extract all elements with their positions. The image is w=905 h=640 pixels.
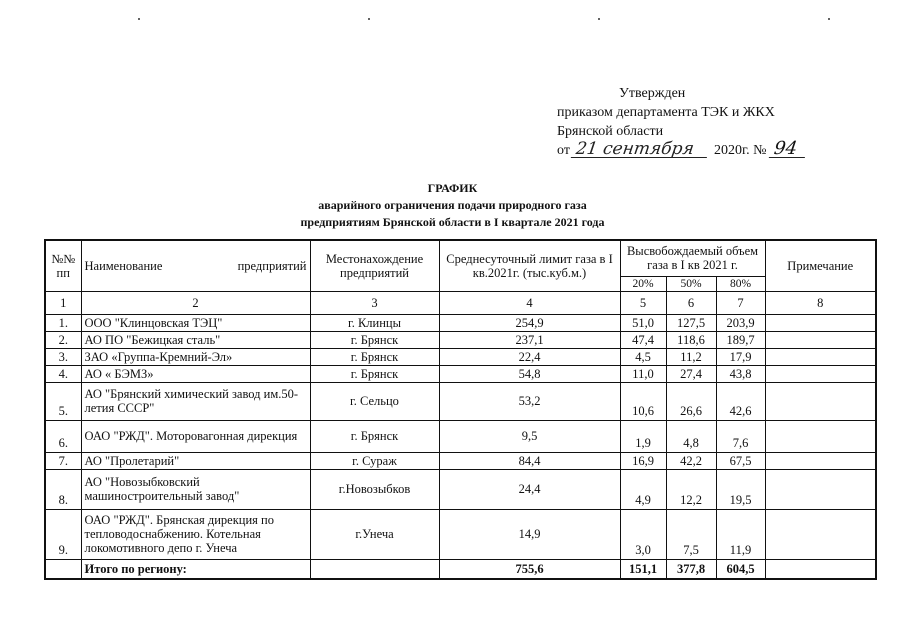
schedule-table bbox=[44, 239, 877, 580]
header-p80: 80% bbox=[716, 276, 765, 291]
row-limit: 9,5 bbox=[439, 420, 620, 452]
header-p20: 20% bbox=[620, 276, 666, 291]
header-name-right: предприятий bbox=[237, 258, 307, 273]
table-row bbox=[45, 365, 876, 382]
row-limit: 22,4 bbox=[439, 348, 620, 365]
approval-heading: Утвержден bbox=[619, 86, 686, 101]
handwritten-date: 21 сентября bbox=[571, 141, 709, 158]
header-p50: 50% bbox=[666, 276, 716, 291]
table-row bbox=[45, 382, 876, 420]
row-v50: 118,6 bbox=[666, 331, 716, 348]
row-note bbox=[765, 348, 876, 365]
row-name: АО "Пролетарий" bbox=[81, 452, 310, 469]
row-name: ОАО "РЖД". Брянская дирекция по тепловодоснабжению. Котельная локомотивного депо г. Унеча bbox=[81, 509, 310, 559]
header-num: №№ пп bbox=[45, 240, 81, 291]
row-v20: 4,5 bbox=[620, 348, 666, 365]
row-location: г.Унеча bbox=[310, 509, 439, 559]
table-row bbox=[45, 314, 876, 331]
total-location bbox=[310, 559, 439, 579]
row-location: г. Брянск bbox=[310, 348, 439, 365]
document-title bbox=[0, 180, 905, 231]
row-location: г. Брянск bbox=[310, 420, 439, 452]
column-number-row bbox=[45, 291, 876, 314]
header-note: Примечание bbox=[765, 240, 876, 291]
row-number: 5. bbox=[45, 382, 81, 420]
scan-dot bbox=[598, 18, 600, 20]
row-v20: 4,9 bbox=[620, 469, 666, 509]
row-v20: 1,9 bbox=[620, 420, 666, 452]
row-name: АО « БЭМЗ» bbox=[81, 365, 310, 382]
row-note bbox=[765, 452, 876, 469]
col-number: 8 bbox=[765, 291, 876, 314]
table-row bbox=[45, 452, 876, 469]
row-number: 3. bbox=[45, 348, 81, 365]
scan-dot bbox=[138, 18, 140, 20]
approval-block bbox=[557, 84, 857, 160]
row-note bbox=[765, 469, 876, 509]
row-note bbox=[765, 420, 876, 452]
row-v20: 11,0 bbox=[620, 365, 666, 382]
total-v50: 377,8 bbox=[666, 559, 716, 579]
header-limit: Среднесуточный лимит газа в I кв.2021г. (тыс.куб.м.) bbox=[439, 240, 620, 291]
col-number: 5 bbox=[620, 291, 666, 314]
row-limit: 24,4 bbox=[439, 469, 620, 509]
row-v20: 51,0 bbox=[620, 314, 666, 331]
row-location: г. Сураж bbox=[310, 452, 439, 469]
row-v80: 11,9 bbox=[716, 509, 765, 559]
approval-date-line bbox=[557, 138, 857, 160]
row-number: 6. bbox=[45, 420, 81, 452]
header-released: Высвобождаемый объем газа в I кв 2021 г. bbox=[620, 240, 765, 276]
row-name: АО "Новозыбковский машиностроительный завод" bbox=[81, 469, 310, 509]
row-v50: 26,6 bbox=[666, 382, 716, 420]
header-name bbox=[81, 240, 310, 291]
row-name: ООО "Клинцовская ТЭЦ" bbox=[81, 314, 310, 331]
total-limit: 755,6 bbox=[439, 559, 620, 579]
col-number: 1 bbox=[45, 291, 81, 314]
row-name: АО "Брянский химический завод им.50-летия СССР" bbox=[81, 382, 310, 420]
col-number: 4 bbox=[439, 291, 620, 314]
header-location: Местонахождение предприятий bbox=[310, 240, 439, 291]
header-row bbox=[45, 240, 876, 276]
row-v50: 4,8 bbox=[666, 420, 716, 452]
row-location: г. Брянск bbox=[310, 331, 439, 348]
total-v80: 604,5 bbox=[716, 559, 765, 579]
row-v80: 19,5 bbox=[716, 469, 765, 509]
approval-order: приказом департамента ТЭК и ЖКХ bbox=[557, 105, 775, 120]
total-num bbox=[45, 559, 81, 579]
row-number: 1. bbox=[45, 314, 81, 331]
row-number: 8. bbox=[45, 469, 81, 509]
row-v20: 3,0 bbox=[620, 509, 666, 559]
header-name-left: Наименование bbox=[84, 258, 163, 273]
col-number: 2 bbox=[81, 291, 310, 314]
table-row bbox=[45, 348, 876, 365]
row-number: 7. bbox=[45, 452, 81, 469]
title-sub2: предприятиям Брянской области в I квартале 2021 года bbox=[300, 215, 605, 229]
row-note bbox=[765, 365, 876, 382]
row-location: г. Клинцы bbox=[310, 314, 439, 331]
row-limit: 53,2 bbox=[439, 382, 620, 420]
row-note bbox=[765, 314, 876, 331]
row-limit: 84,4 bbox=[439, 452, 620, 469]
row-v80: 42,6 bbox=[716, 382, 765, 420]
title-sub1: аварийного ограничения подачи природного газа bbox=[318, 198, 587, 212]
row-v50: 127,5 bbox=[666, 314, 716, 331]
row-v80: 67,5 bbox=[716, 452, 765, 469]
row-v20: 10,6 bbox=[620, 382, 666, 420]
table-row bbox=[45, 509, 876, 559]
col-number: 7 bbox=[716, 291, 765, 314]
row-limit: 237,1 bbox=[439, 331, 620, 348]
row-v50: 12,2 bbox=[666, 469, 716, 509]
row-v50: 42,2 bbox=[666, 452, 716, 469]
row-v80: 43,8 bbox=[716, 365, 765, 382]
row-note bbox=[765, 509, 876, 559]
row-number: 9. bbox=[45, 509, 81, 559]
row-v20: 16,9 bbox=[620, 452, 666, 469]
row-note bbox=[765, 331, 876, 348]
table-row bbox=[45, 331, 876, 348]
row-note bbox=[765, 382, 876, 420]
row-v50: 11,2 bbox=[666, 348, 716, 365]
row-v20: 47,4 bbox=[620, 331, 666, 348]
approval-region: Брянской области bbox=[557, 124, 664, 139]
total-note bbox=[765, 559, 876, 579]
scan-dot bbox=[828, 18, 830, 20]
handwritten-number: 94 bbox=[769, 141, 807, 158]
table-row bbox=[45, 420, 876, 452]
row-v80: 189,7 bbox=[716, 331, 765, 348]
total-row bbox=[45, 559, 876, 579]
from-label: от bbox=[557, 143, 570, 158]
row-v50: 27,4 bbox=[666, 365, 716, 382]
row-limit: 54,8 bbox=[439, 365, 620, 382]
scan-dot bbox=[368, 18, 370, 20]
table-row bbox=[45, 469, 876, 509]
row-v80: 7,6 bbox=[716, 420, 765, 452]
row-location: г. Брянск bbox=[310, 365, 439, 382]
row-location: г.Новозыбков bbox=[310, 469, 439, 509]
row-name: АО ПО "Бежицкая сталь" bbox=[81, 331, 310, 348]
year-label: 2020г. № bbox=[713, 143, 767, 158]
col-number: 3 bbox=[310, 291, 439, 314]
row-number: 2. bbox=[45, 331, 81, 348]
row-location: г. Сельцо bbox=[310, 382, 439, 420]
row-v80: 17,9 bbox=[716, 348, 765, 365]
col-number: 6 bbox=[666, 291, 716, 314]
row-v50: 7,5 bbox=[666, 509, 716, 559]
row-name: ЗАО «Группа-Кремний-Эл» bbox=[81, 348, 310, 365]
row-name: ОАО "РЖД". Моторовагонная дирекция bbox=[81, 420, 310, 452]
total-label: Итого по региону: bbox=[81, 559, 310, 579]
total-v20: 151,1 bbox=[620, 559, 666, 579]
row-number: 4. bbox=[45, 365, 81, 382]
row-limit: 254,9 bbox=[439, 314, 620, 331]
row-v80: 203,9 bbox=[716, 314, 765, 331]
title-main: ГРАФИК bbox=[427, 181, 478, 195]
row-limit: 14,9 bbox=[439, 509, 620, 559]
